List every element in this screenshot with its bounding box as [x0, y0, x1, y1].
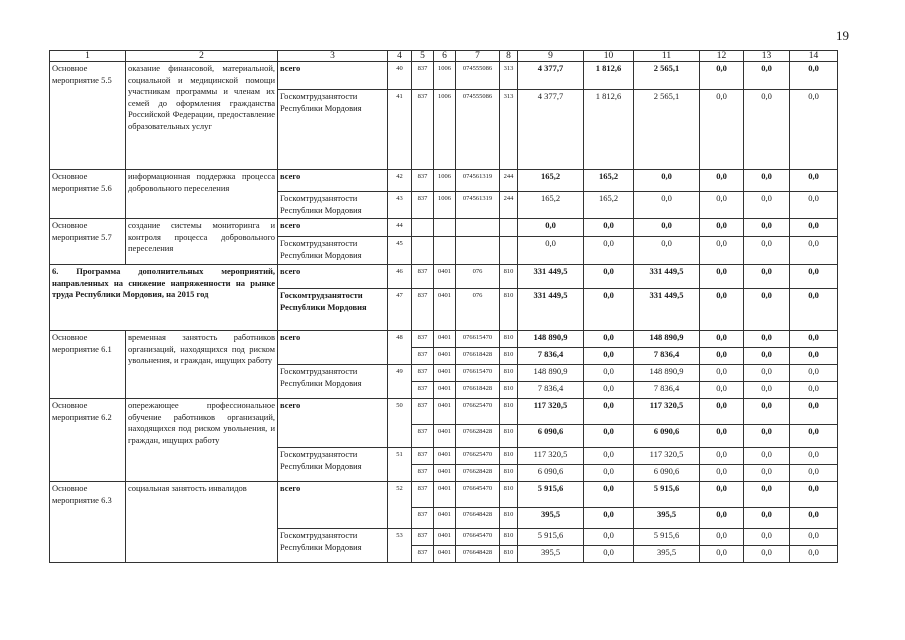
value-cell: 5 915,6	[518, 482, 584, 508]
value-cell: 0,0	[700, 265, 744, 289]
line-code: 41	[388, 90, 412, 170]
grbs-code: 837	[412, 425, 434, 448]
value-cell: 0,0	[744, 448, 790, 465]
target-code: 076	[456, 265, 500, 289]
value-cell: 0,0	[790, 529, 838, 546]
value-cell: 0,0	[744, 265, 790, 289]
value-cell: 331 449,5	[634, 265, 700, 289]
executor-cell: всего	[278, 170, 388, 192]
value-cell: 7 836,4	[518, 348, 584, 365]
value-cell: 0,0	[700, 399, 744, 425]
grbs-code: 837	[412, 382, 434, 399]
value-cell: 165,2	[518, 170, 584, 192]
value-cell: 0,0	[634, 237, 700, 265]
value-cell: 2 565,1	[634, 90, 700, 170]
line-code: 42	[388, 170, 412, 192]
value-cell: 0,0	[790, 508, 838, 529]
event-description: создание системы мониторинга и контроля процесса добровольного переселения	[126, 219, 278, 265]
value-cell: 0,0	[744, 482, 790, 508]
line-code: 51	[388, 448, 412, 482]
header-cell: 4	[388, 51, 412, 62]
value-cell: 0,0	[790, 237, 838, 265]
section-code: 0401	[434, 529, 456, 546]
section-code: 1006	[434, 62, 456, 90]
event-number: Основное мероприятие 5.7	[50, 219, 126, 265]
value-cell: 117 320,5	[518, 448, 584, 465]
target-code: 076618428	[456, 382, 500, 399]
target-code: 074555086	[456, 90, 500, 170]
expense-code: 313	[500, 62, 518, 90]
value-cell: 6 090,6	[518, 465, 584, 482]
value-cell: 0,0	[744, 382, 790, 399]
value-cell: 0,0	[744, 365, 790, 382]
value-cell: 395,5	[634, 546, 700, 563]
value-cell: 0,0	[584, 546, 634, 563]
value-cell: 1 812,6	[584, 90, 634, 170]
expense-code: 810	[500, 348, 518, 365]
event-number: Основное мероприятие 5.6	[50, 170, 126, 219]
target-code: 076648428	[456, 546, 500, 563]
value-cell: 0,0	[744, 219, 790, 237]
line-code: 45	[388, 237, 412, 265]
value-cell: 0,0	[790, 90, 838, 170]
target-code: 076628428	[456, 465, 500, 482]
event-number: Основное мероприятие 5.5	[50, 62, 126, 170]
value-cell: 0,0	[584, 448, 634, 465]
section-code	[434, 219, 456, 237]
target-code: 076618428	[456, 348, 500, 365]
value-cell: 0,0	[790, 465, 838, 482]
grbs-code: 837	[412, 465, 434, 482]
value-cell: 4 377,7	[518, 62, 584, 90]
value-cell: 6 090,6	[634, 425, 700, 448]
value-cell: 5 915,6	[634, 529, 700, 546]
value-cell: 0,0	[518, 219, 584, 237]
section-code: 0401	[434, 546, 456, 563]
value-cell: 7 836,4	[634, 382, 700, 399]
expense-code: 810	[500, 382, 518, 399]
target-code	[456, 219, 500, 237]
line-code: 43	[388, 192, 412, 219]
value-cell: 0,0	[790, 265, 838, 289]
value-cell: 0,0	[744, 529, 790, 546]
header-cell: 9	[518, 51, 584, 62]
value-cell: 0,0	[584, 365, 634, 382]
header-cell: 8	[500, 51, 518, 62]
value-cell: 0,0	[790, 170, 838, 192]
value-cell: 0,0	[744, 192, 790, 219]
table-row	[50, 219, 838, 237]
executor-cell: Госкомтрудзанятости Республики Мордовия	[278, 237, 388, 265]
executor-cell: Госкомтрудзанятости Республики Мордовия	[278, 529, 388, 563]
value-cell: 165,2	[584, 192, 634, 219]
target-code	[456, 237, 500, 265]
section-code: 0401	[434, 365, 456, 382]
value-cell: 0,0	[744, 289, 790, 331]
executor-cell: всего	[278, 482, 388, 529]
value-cell: 0,0	[700, 192, 744, 219]
value-cell: 0,0	[700, 62, 744, 90]
value-cell: 0,0	[790, 289, 838, 331]
line-code: 46	[388, 265, 412, 289]
header-cell: 11	[634, 51, 700, 62]
value-cell: 0,0	[744, 90, 790, 170]
value-cell: 0,0	[584, 425, 634, 448]
grbs-code: 837	[412, 365, 434, 382]
line-code: 49	[388, 365, 412, 399]
grbs-code: 837	[412, 508, 434, 529]
value-cell: 0,0	[700, 482, 744, 508]
section-code: 0401	[434, 382, 456, 399]
value-cell: 5 915,6	[518, 529, 584, 546]
expense-code: 244	[500, 192, 518, 219]
value-cell: 331 449,5	[518, 265, 584, 289]
expense-code: 810	[500, 546, 518, 563]
header-cell: 5	[412, 51, 434, 62]
value-cell: 148 890,9	[634, 331, 700, 348]
value-cell: 6 090,6	[634, 465, 700, 482]
value-cell: 0,0	[634, 192, 700, 219]
value-cell: 0,0	[584, 399, 634, 425]
expense-code: 810	[500, 331, 518, 348]
header-cell: 2	[126, 51, 278, 62]
line-code: 53	[388, 529, 412, 563]
line-code: 52	[388, 482, 412, 529]
line-code: 47	[388, 289, 412, 331]
event-description: временная занятость работников организаций, находящихся под риском увольнения, и граждан, ищущих работу	[126, 331, 278, 399]
expense-code: 810	[500, 465, 518, 482]
executor-cell: всего	[278, 62, 388, 90]
value-cell: 0,0	[700, 529, 744, 546]
value-cell: 0,0	[700, 219, 744, 237]
section-code: 1006	[434, 170, 456, 192]
value-cell: 395,5	[634, 508, 700, 529]
budget-table	[49, 50, 838, 563]
grbs-code	[412, 237, 434, 265]
target-code: 076	[456, 289, 500, 331]
line-code: 44	[388, 219, 412, 237]
value-cell: 0,0	[584, 482, 634, 508]
value-cell: 148 890,9	[518, 331, 584, 348]
section-code: 0401	[434, 508, 456, 529]
value-cell: 0,0	[790, 482, 838, 508]
target-code: 076615470	[456, 331, 500, 348]
value-cell: 0,0	[790, 382, 838, 399]
section-code: 0401	[434, 289, 456, 331]
line-code: 40	[388, 62, 412, 90]
grbs-code: 837	[412, 482, 434, 508]
value-cell: 0,0	[700, 365, 744, 382]
grbs-code: 837	[412, 348, 434, 365]
value-cell: 0,0	[790, 399, 838, 425]
value-cell: 0,0	[744, 546, 790, 563]
value-cell: 0,0	[744, 399, 790, 425]
value-cell: 0,0	[744, 465, 790, 482]
value-cell: 0,0	[744, 425, 790, 448]
value-cell: 0,0	[700, 448, 744, 465]
value-cell: 0,0	[790, 365, 838, 382]
event-number: Основное мероприятие 6.1	[50, 331, 126, 399]
section-code: 1006	[434, 90, 456, 170]
expense-code: 810	[500, 508, 518, 529]
value-cell: 0,0	[700, 425, 744, 448]
expense-code: 810	[500, 289, 518, 331]
event-number: Основное мероприятие 6.3	[50, 482, 126, 563]
value-cell: 0,0	[518, 237, 584, 265]
table-row	[50, 62, 838, 90]
value-cell: 0,0	[790, 425, 838, 448]
target-code: 074561319	[456, 170, 500, 192]
expense-code	[500, 237, 518, 265]
executor-cell: Госкомтрудзанятости Республики Мордовия	[278, 448, 388, 482]
target-code: 074561319	[456, 192, 500, 219]
value-cell: 148 890,9	[634, 365, 700, 382]
expense-code: 810	[500, 399, 518, 425]
value-cell: 0,0	[790, 219, 838, 237]
event-number: Основное мероприятие 6.2	[50, 399, 126, 482]
value-cell: 0,0	[744, 170, 790, 192]
value-cell: 0,0	[790, 348, 838, 365]
section-code: 1006	[434, 192, 456, 219]
grbs-code: 837	[412, 448, 434, 465]
target-code: 074555086	[456, 62, 500, 90]
section-code: 0401	[434, 448, 456, 465]
value-cell: 0,0	[744, 331, 790, 348]
section-code: 0401	[434, 331, 456, 348]
value-cell: 331 449,5	[634, 289, 700, 331]
value-cell: 165,2	[518, 192, 584, 219]
event-description: оказание финансовой, материальной, социальной и медицинской помощи участникам программы и членам их семей до оформления гражданства Российской Федерации, предоставление образовательных услуг	[126, 62, 278, 170]
expense-code: 244	[500, 170, 518, 192]
table-row	[50, 399, 838, 425]
value-cell: 0,0	[744, 62, 790, 90]
target-code: 076645470	[456, 482, 500, 508]
value-cell: 0,0	[700, 331, 744, 348]
value-cell: 0,0	[584, 265, 634, 289]
value-cell: 0,0	[584, 289, 634, 331]
section-code	[434, 237, 456, 265]
executor-cell: Госкомтрудзанятости Республики Мордовия	[278, 365, 388, 399]
value-cell: 0,0	[744, 348, 790, 365]
value-cell: 0,0	[744, 237, 790, 265]
table-row	[50, 331, 838, 348]
value-cell: 0,0	[700, 289, 744, 331]
header-cell: 13	[744, 51, 790, 62]
header-cell: 6	[434, 51, 456, 62]
event-description: социальная занятость инвалидов	[126, 482, 278, 563]
value-cell: 7 836,4	[634, 348, 700, 365]
executor-cell: всего	[278, 331, 388, 365]
grbs-code: 837	[412, 62, 434, 90]
value-cell: 0,0	[790, 62, 838, 90]
grbs-code: 837	[412, 399, 434, 425]
value-cell: 0,0	[700, 465, 744, 482]
value-cell: 0,0	[584, 529, 634, 546]
value-cell: 6 090,6	[518, 425, 584, 448]
value-cell: 0,0	[700, 382, 744, 399]
section-code: 0401	[434, 348, 456, 365]
expense-code	[500, 219, 518, 237]
target-code: 076625470	[456, 448, 500, 465]
executor-cell: всего	[278, 219, 388, 237]
value-cell: 2 565,1	[634, 62, 700, 90]
value-cell: 0,0	[700, 170, 744, 192]
grbs-code: 837	[412, 529, 434, 546]
header-cell: 10	[584, 51, 634, 62]
header-cell: 1	[50, 51, 126, 62]
target-code: 076628428	[456, 425, 500, 448]
section-code: 0401	[434, 425, 456, 448]
value-cell: 0,0	[700, 546, 744, 563]
event-description: информационная поддержка процесса добровольного переселения	[126, 170, 278, 219]
executor-cell: Госкомтрудзанятости Республики Мордовия	[278, 289, 388, 331]
grbs-code	[412, 219, 434, 237]
expense-code: 810	[500, 529, 518, 546]
value-cell: 395,5	[518, 508, 584, 529]
section-code: 0401	[434, 265, 456, 289]
value-cell: 0,0	[700, 90, 744, 170]
value-cell: 117 320,5	[634, 399, 700, 425]
value-cell: 395,5	[518, 546, 584, 563]
value-cell: 117 320,5	[518, 399, 584, 425]
value-cell: 0,0	[744, 508, 790, 529]
expense-code: 810	[500, 448, 518, 465]
value-cell: 331 449,5	[518, 289, 584, 331]
value-cell: 5 915,6	[634, 482, 700, 508]
grbs-code: 837	[412, 265, 434, 289]
value-cell: 0,0	[584, 348, 634, 365]
value-cell: 0,0	[584, 508, 634, 529]
value-cell: 0,0	[584, 237, 634, 265]
target-code: 076615470	[456, 365, 500, 382]
target-code: 076625470	[456, 399, 500, 425]
value-cell: 0,0	[790, 546, 838, 563]
header-cell: 7	[456, 51, 500, 62]
table-row	[50, 170, 838, 192]
value-cell: 0,0	[790, 448, 838, 465]
value-cell: 0,0	[790, 331, 838, 348]
header-cell: 14	[790, 51, 838, 62]
value-cell: 0,0	[700, 348, 744, 365]
table-row	[50, 482, 838, 508]
value-cell: 0,0	[634, 219, 700, 237]
target-code: 076645470	[456, 529, 500, 546]
value-cell: 117 320,5	[634, 448, 700, 465]
header-row	[50, 51, 838, 62]
value-cell: 0,0	[700, 508, 744, 529]
line-code: 50	[388, 399, 412, 448]
section-code: 0401	[434, 465, 456, 482]
grbs-code: 837	[412, 546, 434, 563]
value-cell: 0,0	[700, 237, 744, 265]
table-row	[50, 265, 838, 289]
expense-code: 810	[500, 265, 518, 289]
value-cell: 7 836,4	[518, 382, 584, 399]
expense-code: 313	[500, 90, 518, 170]
value-cell: 0,0	[584, 331, 634, 348]
value-cell: 148 890,9	[518, 365, 584, 382]
expense-code: 810	[500, 425, 518, 448]
grbs-code: 837	[412, 289, 434, 331]
event-description: опережающее профессиональное обучение работников организаций, находящихся под риском увольнения, и граждан, ищущих работу	[126, 399, 278, 482]
executor-cell: всего	[278, 265, 388, 289]
header-cell: 12	[700, 51, 744, 62]
grbs-code: 837	[412, 90, 434, 170]
grbs-code: 837	[412, 331, 434, 348]
value-cell: 0,0	[584, 465, 634, 482]
header-cell: 3	[278, 51, 388, 62]
value-cell: 165,2	[584, 170, 634, 192]
value-cell: 0,0	[790, 192, 838, 219]
grbs-code: 837	[412, 170, 434, 192]
grbs-code: 837	[412, 192, 434, 219]
executor-cell: всего	[278, 399, 388, 448]
executor-cell: Госкомтрудзанятости Республики Мордовия	[278, 192, 388, 219]
value-cell: 1 812,6	[584, 62, 634, 90]
executor-cell: Госкомтрудзанятости Республики Мордовия	[278, 90, 388, 170]
section-code: 0401	[434, 482, 456, 508]
value-cell: 0,0	[634, 170, 700, 192]
line-code: 48	[388, 331, 412, 365]
page-number: 19	[836, 28, 849, 43]
target-code: 076648428	[456, 508, 500, 529]
value-cell: 0,0	[584, 382, 634, 399]
program-title: 6. Программа дополнительных мероприятий, направленных на снижение напряженности на рынке труда Республики Мордовия, на 2015 год	[50, 265, 278, 331]
expense-code: 810	[500, 482, 518, 508]
expense-code: 810	[500, 365, 518, 382]
value-cell: 0,0	[584, 219, 634, 237]
section-code: 0401	[434, 399, 456, 425]
value-cell: 4 377,7	[518, 90, 584, 170]
